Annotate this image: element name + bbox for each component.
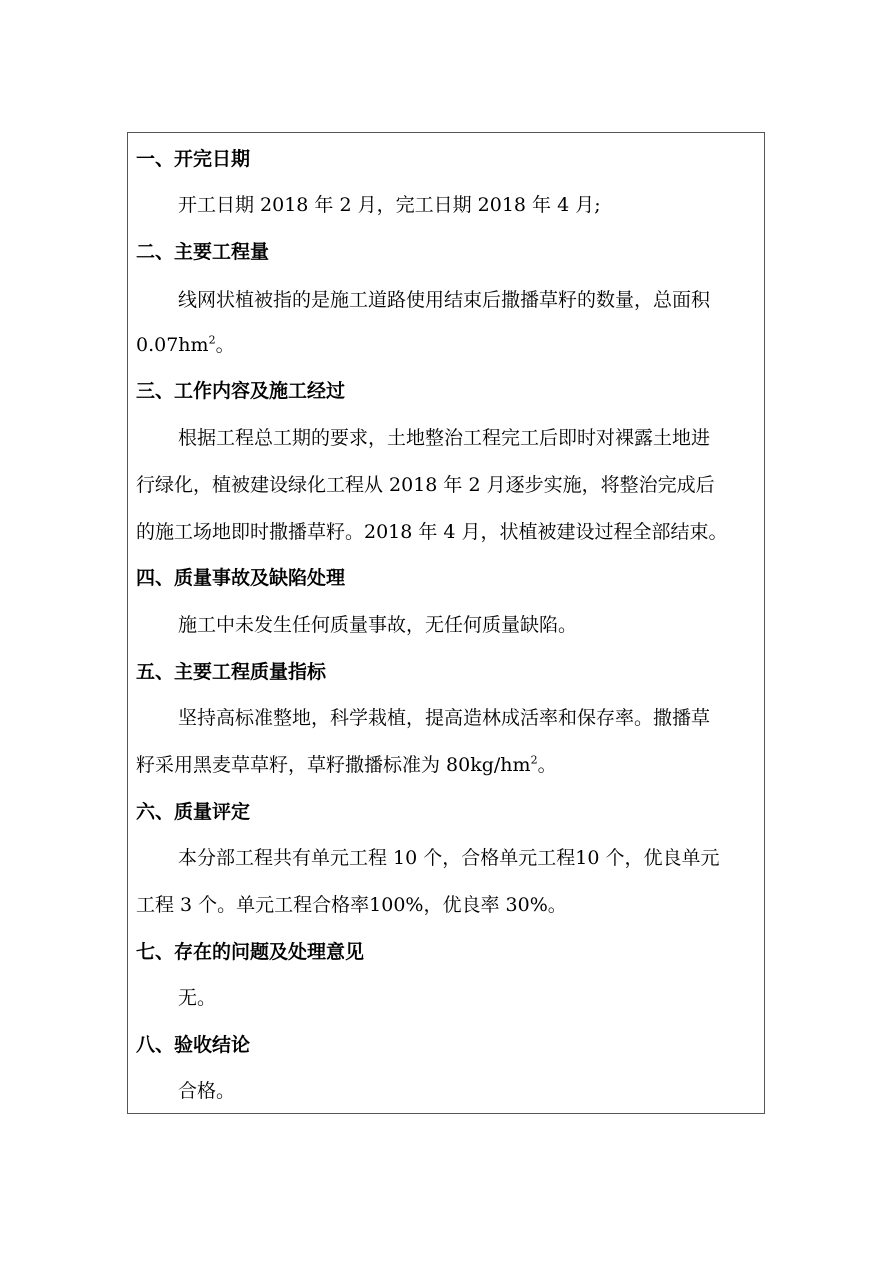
section-text-work-line2: 行绿化，植被建设绿化工程从 2018 年 2 月逐步实施，将整治完成后 xyxy=(136,474,715,496)
section-heading-work-content: 三、工作内容及施工经过 xyxy=(136,380,346,402)
seeding-standard-text: 籽采用黑麦草草籽，草籽撒播标准为 80kg/hm xyxy=(136,754,531,776)
section-text-issues: 无。 xyxy=(178,987,217,1009)
section-text-quantities-line2 xyxy=(136,333,235,357)
section-text-assessment-line1: 本分部工程共有单元工程 10 个，合格单元工程10 个，优良单元 xyxy=(178,847,720,869)
section-heading-quality-indicators: 五、主要工程质量指标 xyxy=(136,661,327,683)
section-text-work-line1: 根据工程总工期的要求，土地整治工程完工后即时对裸露土地进 xyxy=(178,427,711,449)
section-heading-quantities: 二、主要工程量 xyxy=(136,241,270,263)
section-text-quantities-line1: 线网状植被指的是施工道路使用结束后撒播草籽的数量，总面积 xyxy=(178,289,711,311)
area-superscript: 2 xyxy=(208,333,216,347)
seeding-standard-superscript: 2 xyxy=(530,753,538,767)
area-value: 0.07hm xyxy=(136,334,209,356)
section-text-assessment-line2: 工程 3 个。单元工程合格率100%，优良率 30%。 xyxy=(136,894,567,916)
section-heading-conclusion: 八、验收结论 xyxy=(136,1034,251,1056)
section-heading-quality-accidents: 四、质量事故及缺陷处理 xyxy=(136,567,346,589)
section-text-indicators-line1: 坚持高标准整地，科学栽植，提高造林成活率和保存率。撒播草 xyxy=(178,707,711,729)
section-heading-dates: 一、开完日期 xyxy=(136,148,251,170)
section-heading-issues: 七、存在的问题及处理意见 xyxy=(136,941,365,963)
section-text-quality-accidents: 施工中未发生任何质量事故，无任何质量缺陷。 xyxy=(178,614,578,636)
section-text-conclusion: 合格。 xyxy=(178,1080,236,1102)
section-heading-quality-assessment: 六、质量评定 xyxy=(136,801,251,823)
area-end-punct: 。 xyxy=(215,334,235,356)
section-text-dates: 开工日期 2018 年 2 月，完工日期 2018 年 4 月; xyxy=(178,194,601,216)
section-text-work-line3: 的施工场地即时撒播草籽。2018 年 4 月，状植被建设过程全部结束。 xyxy=(136,521,728,543)
seeding-standard-end-punct: 。 xyxy=(537,754,557,776)
content-frame xyxy=(127,132,765,1114)
section-text-indicators-line2 xyxy=(136,753,557,777)
